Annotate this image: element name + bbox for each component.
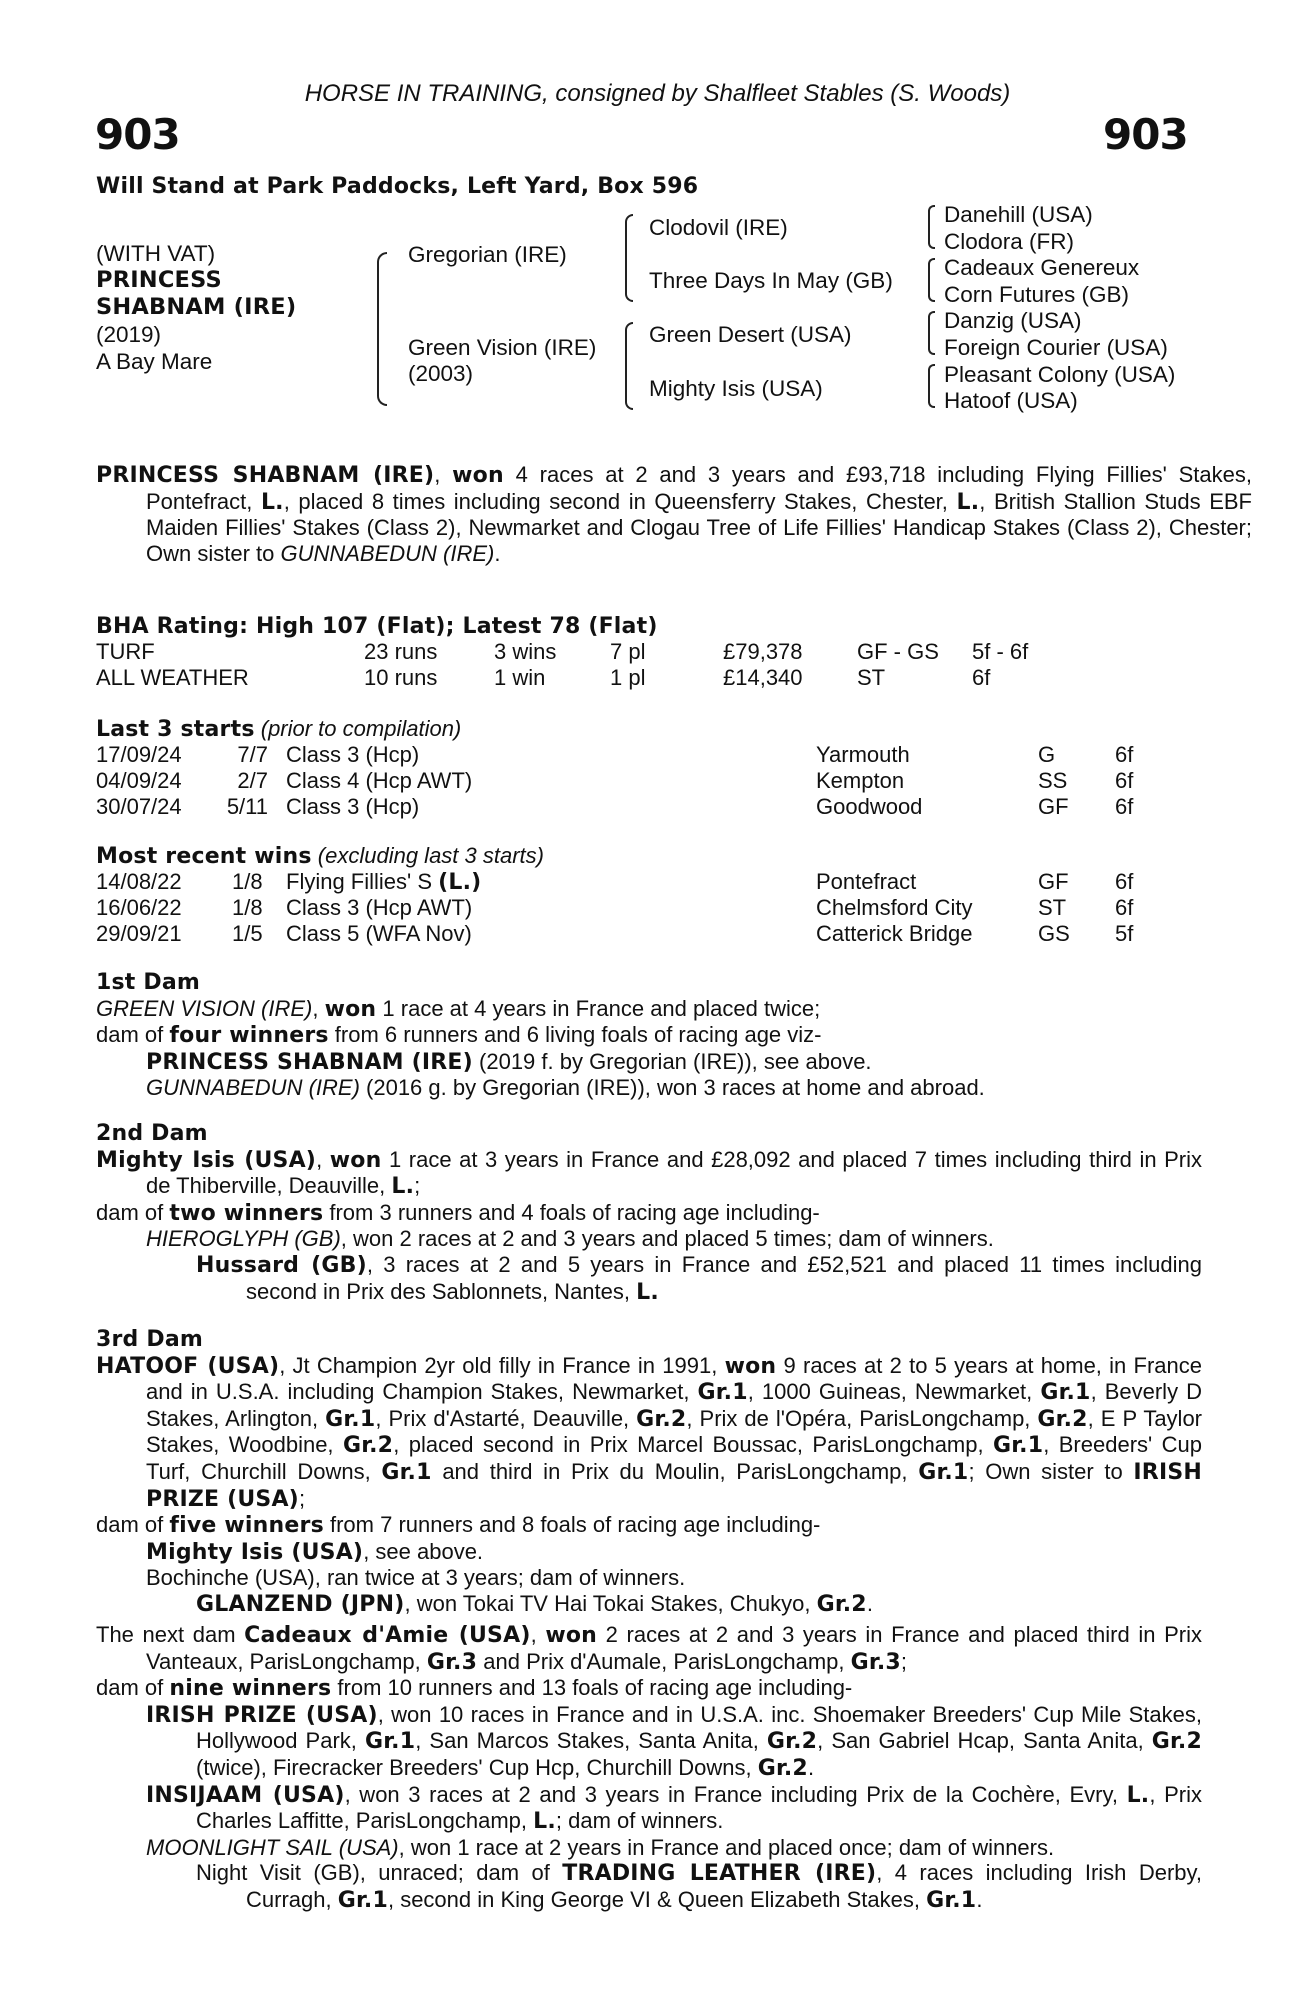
group-marker: Gr.2 <box>757 1755 808 1781</box>
pedigree-brace-dam <box>625 322 633 410</box>
group-marker: Gr.1 <box>325 1406 376 1432</box>
next-dam-section <box>96 1622 1202 1914</box>
listed-marker: L. <box>1126 1782 1150 1808</box>
group-marker: Gr.2 <box>816 1591 867 1617</box>
pedigree-brace-g3-1 <box>928 205 935 249</box>
group-marker: Gr.1 <box>926 1887 977 1913</box>
start-going: G <box>1038 742 1056 767</box>
progeny-text: . <box>976 1886 983 1912</box>
progeny-text: (2019 f. by Gregorian (IRE)), see above. <box>472 1048 872 1074</box>
dam-of-text: dam of <box>96 1512 170 1538</box>
pedigree-sire-sire: Clodovil (IRE) <box>649 215 788 240</box>
progeny-text: , won Tokai TV Hai Tokai Stakes, Chukyo, <box>404 1590 817 1616</box>
dam-name: Cadeaux d'Amie (USA) <box>244 1623 531 1648</box>
rating-distance: 5f - 6f <box>972 639 1029 664</box>
next-dam-text: 2 races at 2 and 3 years in France and placed third in Prix Vanteaux, ParisLongchamp, <box>146 1622 1202 1674</box>
vat-note: (WITH VAT) <box>96 241 216 266</box>
start-race: Class 3 (Hcp) <box>286 794 420 819</box>
rating-placed: 7 pl <box>610 639 646 664</box>
start-going: GF <box>1038 794 1069 819</box>
section-note: (prior to compilation) <box>254 716 462 741</box>
dam-record: , placed second in Prix Marcel Boussac, ParisLongchamp, <box>393 1432 993 1458</box>
progeny-name: TRADING LEATHER (IRE) <box>562 1861 877 1887</box>
group-marker: Gr.2 <box>1037 1406 1088 1432</box>
pedigree-brace-g3-3 <box>928 311 935 355</box>
next-dam-text: and Prix d'Aumale, ParisLongchamp, <box>477 1648 851 1674</box>
winners-count: five winners <box>169 1513 324 1539</box>
progeny-name: Hussard (GB) <box>196 1252 367 1278</box>
progeny-name: Mighty Isis (USA) <box>146 1539 364 1565</box>
horse-name-line2: SHABNAM (IRE) <box>96 294 297 320</box>
progeny-text: , second in King George VI & Queen Elizabeth Stakes, <box>387 1886 927 1912</box>
win-position: 1/8 <box>232 895 263 920</box>
dam-record: , Prix de l'Opéra, ParisLongchamp, <box>686 1405 1038 1431</box>
dam-of-text: from 6 runners and 6 living foals of racing age viz- <box>328 1022 822 1048</box>
dam-record: , Prix d'Astarté, Deauville, <box>375 1405 637 1431</box>
dam-record: ; <box>414 1173 421 1199</box>
win-position: 1/8 <box>232 869 263 894</box>
summary-sister-name: GUNNABEDUN (IRE) <box>280 540 495 566</box>
group-marker: Gr.1 <box>381 1459 432 1485</box>
progeny-text: (twice), Firecracker Breeders' Cup Hcp, Churchill Downs, <box>196 1754 758 1780</box>
lot-number-right: 903 <box>1103 110 1188 159</box>
won-label: won <box>545 1623 598 1648</box>
pedigree-sire: Gregorian (IRE) <box>408 242 567 267</box>
listed-marker: L. <box>533 1809 556 1835</box>
dam-record: 1 race at 3 years in France and £28,092 and placed 7 times including third in Prix de Thiberville, Deauville, <box>146 1146 1202 1199</box>
win-distance: 5f <box>1115 921 1134 946</box>
group-marker: Gr.1 <box>337 1887 388 1913</box>
progeny-text: (2016 g. by Gregorian (IRE)), won 3 races at home and abroad. <box>359 1075 985 1101</box>
progeny-name: HIEROGLYPH (GB) <box>146 1226 341 1252</box>
progeny-text: , won 3 races at 2 and 3 years in France including Prix de la Cochère, Evry, <box>344 1781 1127 1807</box>
progeny-name: IRISH PRIZE (USA) <box>146 1702 378 1728</box>
dam-name: GREEN VISION (IRE) <box>96 995 313 1021</box>
group-marker: Gr.2 <box>636 1406 687 1432</box>
race-summary <box>96 462 1252 566</box>
section-note: (excluding last 3 starts) <box>311 843 544 868</box>
progeny-name: PRINCESS SHABNAM (IRE) <box>146 1049 473 1075</box>
third-dam-section <box>96 1327 1202 1618</box>
horse-identity <box>96 240 296 375</box>
summary-text: . <box>494 540 501 566</box>
start-date: 30/07/24 <box>96 794 182 819</box>
listed-marker: L. <box>260 489 284 515</box>
horse-year: (2019) <box>96 322 162 347</box>
pedigree-dam-year: (2003) <box>408 361 474 386</box>
summary-text: , British Stallion Studs EBF Maiden Fillies' Stakes (Class 2), Newmarket and Clogau Tree of Life Fillies' Handicap Stakes (Class 2), Chester; Own sister to <box>146 488 1252 566</box>
dam-record: 1 race at 4 years in France and placed twice; <box>376 995 821 1021</box>
sister-name: IRISH PRIZE (USA) <box>146 1459 1202 1512</box>
group-marker: Gr.1 <box>697 1380 748 1406</box>
dam-record: , Beverly D Stakes, Arlington, <box>146 1379 1202 1431</box>
group-marker: Gr.1 <box>993 1433 1044 1459</box>
group-marker: Gr.3 <box>426 1649 478 1675</box>
group-marker: Gr.1 <box>364 1729 416 1755</box>
rating-surface: ALL WEATHER <box>96 665 249 690</box>
dam-of-text: from 10 runners and 13 foals of racing age including- <box>331 1675 853 1701</box>
pedigree-gen3-2: Clodora (FR) <box>944 228 1075 254</box>
group-marker: Gr.2 <box>1151 1729 1202 1755</box>
dam-of-text: from 3 runners and 4 foals of racing age including- <box>323 1199 820 1225</box>
progeny-text: , see above. <box>363 1538 484 1564</box>
progeny-name: MOONLIGHT SAIL (USA) <box>146 1834 399 1860</box>
won-label: won <box>329 1147 382 1173</box>
horse-description: A Bay Mare <box>96 349 213 374</box>
start-course: Goodwood <box>816 794 923 819</box>
pedigree-dam-dam: Mighty Isis (USA) <box>649 376 823 401</box>
win-race: Flying Fillies' S <box>286 869 439 894</box>
stabling-location: Will Stand at Park Paddocks, Left Yard, Box 596 <box>96 174 699 199</box>
dam-record: , 1000 Guineas, Newmarket, <box>747 1379 1041 1405</box>
start-race: Class 4 (Hcp AWT) <box>286 768 473 793</box>
winners-count: four winners <box>169 1023 329 1049</box>
pedigree-gen3-7: Pleasant Colony (USA) <box>944 361 1176 387</box>
win-date: 16/06/22 <box>96 895 182 920</box>
dam-record: , Jt Champion 2yr old filly in France in 1991, <box>279 1352 725 1378</box>
progeny-name: INSIJAAM (USA) <box>146 1782 345 1808</box>
rating-wins: 1 win <box>494 665 546 690</box>
won-label: won <box>724 1353 777 1379</box>
dam-record: ; Own sister to <box>968 1458 1134 1484</box>
recent-wins-title <box>96 843 544 870</box>
rating-going: GF - GS <box>857 639 939 664</box>
pedigree-gen3-3: Cadeaux Genereux <box>944 255 1140 281</box>
start-distance: 6f <box>1115 742 1134 767</box>
rating-going: ST <box>857 665 886 690</box>
page-subtitle: HORSE IN TRAINING, consigned by Shalfleet Stables (S. Woods) <box>304 80 1011 107</box>
listed-marker: L. <box>956 489 980 515</box>
section-heading: 1st Dam <box>96 970 201 995</box>
winners-count: two winners <box>169 1200 324 1226</box>
summary-comma: , <box>434 462 453 487</box>
pedigree-gen3-8: Hatoof (USA) <box>944 388 1078 414</box>
progeny-text: , San Marcos Stakes, Santa Anita, <box>415 1728 767 1754</box>
pedigree-dam <box>408 335 596 387</box>
rating-distance: 6f <box>972 665 991 690</box>
progeny-text: . <box>866 1590 873 1616</box>
summary-won: won <box>452 463 504 488</box>
rating-placed: 1 pl <box>610 665 646 690</box>
progeny-text: Bochinche (USA), ran twice at 3 years; dam of winners. <box>146 1565 686 1591</box>
progeny-text: , San Gabriel Hcap, Santa Anita, <box>817 1728 1152 1754</box>
pedigree-gen3-6: Foreign Courier (USA) <box>944 334 1168 360</box>
win-date: 14/08/22 <box>96 869 182 894</box>
won-label: won <box>324 996 377 1022</box>
pedigree-brace-g3-4 <box>928 364 935 408</box>
win-course: Pontefract <box>816 869 917 894</box>
pedigree-gen3-1: Danehill (USA) <box>944 202 1093 227</box>
start-distance: 6f <box>1115 794 1134 819</box>
dam-record: , E P Taylor Stakes, Woodbine, <box>146 1405 1203 1458</box>
progeny-name: GLANZEND (JPN) <box>196 1591 405 1617</box>
start-course: Yarmouth <box>816 742 910 767</box>
dam-of-text: dam of <box>96 1199 170 1225</box>
progeny-text: . <box>807 1754 815 1780</box>
win-course: Chelmsford City <box>816 895 973 920</box>
next-dam-text: The next dam <box>96 1622 245 1647</box>
progeny-text: , won 10 races in France and in U.S.A. inc. Shoemaker Breeders' Cup Mile Stakes, Hollywood Park, <box>196 1701 1202 1754</box>
section-heading: Last 3 starts <box>96 717 255 742</box>
pedigree-gen3-4: Corn Futures (GB) <box>944 281 1130 307</box>
dam-name: Mighty Isis (USA) <box>96 1147 317 1173</box>
dam-name: HATOOF (USA) <box>96 1353 280 1379</box>
next-dam-text: , <box>530 1622 546 1647</box>
pedigree-dam-name: Green Vision (IRE) <box>408 335 597 360</box>
start-race: Class 3 (Hcp) <box>286 742 420 767</box>
group-marker: Gr.1 <box>1040 1380 1091 1406</box>
start-going: SS <box>1038 768 1068 793</box>
section-heading: 3rd Dam <box>96 1327 203 1352</box>
section-heading: Most recent wins <box>96 844 312 869</box>
summary-text: 4 races at 2 and 3 years and £93,718 including Flying Fillies' Stakes, Pontefract, <box>146 462 1252 514</box>
pedigree-brace-g3-2 <box>928 258 935 302</box>
next-dam-text: ; <box>900 1648 908 1674</box>
rating-runs: 10 runs <box>364 665 438 690</box>
progeny-text: , won 2 races at 2 and 3 years and placed 5 times; dam of winners. <box>340 1226 994 1252</box>
group-marker: Gr.2 <box>342 1433 394 1459</box>
start-position: 5/11 <box>226 794 268 819</box>
listed-marker: L. <box>636 1279 659 1305</box>
dam-of-text: dam of <box>96 1022 170 1048</box>
progeny-text: , Prix Charles Laffitte, ParisLongchamp, <box>196 1781 1202 1834</box>
win-position: 1/5 <box>232 921 263 946</box>
win-going: GF <box>1038 869 1069 894</box>
progeny-text: , won 1 race at 2 years in France and placed once; dam of winners. <box>398 1834 1055 1860</box>
win-race: Class 3 (Hcp AWT) <box>286 895 473 920</box>
dam-record: ; <box>298 1485 306 1511</box>
group-marker: Gr.3 <box>850 1649 901 1675</box>
win-course: Catterick Bridge <box>816 921 973 946</box>
group-marker: Gr.2 <box>766 1729 818 1755</box>
horse-name-line1: PRINCESS <box>96 267 222 293</box>
progeny-text: , 3 races at 2 and 5 years in France and £52,521 and placed 11 times including second in Prix des Sablonnets, Nantes, <box>246 1251 1203 1304</box>
bha-rating-title: BHA Rating: High 107 (Flat); Latest 78 (Flat) <box>96 614 658 639</box>
dam-of-text: dam of <box>96 1675 170 1701</box>
group-marker: Gr.1 <box>918 1459 969 1485</box>
second-dam-section: 2nd Dam Mighty Isis (USA), won 1 race at 3 years in France and £28,092 and placed 7 times including third in Prix de Thiberville, Deauville, L.; dam of two winners from 3 runners and 4 foals of racing age including- HIEROGLYPH (GB), won 2 races at 2 and 3 years and placed 5 times; dam of winners. Hussard (GB), 3 races at 2 and 5 years in France and £52,521 and placed 11 times including second in Prix des Sablonnets, Nantes, L. <box>96 1121 1203 1305</box>
dam-record: 9 races at 2 to 5 years at home, in France and in U.S.A. including Champion Stakes, Newmarket, <box>146 1352 1202 1405</box>
summary-horse-name: PRINCESS SHABNAM (IRE) <box>96 463 435 488</box>
pedigree-sire-dam: Three Days In May (GB) <box>649 268 893 293</box>
progeny-text: , 4 races including Irish Derby, Curragh, <box>246 1860 1202 1912</box>
win-date: 29/09/21 <box>96 921 182 946</box>
start-distance: 6f <box>1115 768 1134 793</box>
win-distance: 6f <box>1115 869 1134 894</box>
pedigree-gen3-5: Danzig (USA) <box>944 308 1082 334</box>
rating-prize: £79,378 <box>723 639 803 664</box>
pedigree-brace-main <box>377 252 387 406</box>
rating-prize: £14,340 <box>723 665 803 690</box>
progeny-name: GUNNABEDUN (IRE) <box>146 1075 360 1101</box>
pedigree-dam-sire: Green Desert (USA) <box>649 322 852 347</box>
listed-marker: (L.) <box>438 870 482 895</box>
progeny-text: Night Visit (GB), unraced; dam of <box>196 1860 563 1886</box>
pedigree-gen3 <box>944 202 1175 415</box>
start-position: 2/7 <box>237 768 268 793</box>
start-course: Kempton <box>816 768 905 793</box>
first-dam-section: 1st Dam GREEN VISION (IRE), won 1 race at 4 years in France and placed twice; dam of four winners from 6 runners and 6 living foals of racing age viz- PRINCESS SHABNAM (IRE) (2019 f. by Gregorian (IRE)), see above. GUNNABEDUN (IRE) (2016 g. by Gregorian (IRE)), won 3 races at home and abroad. <box>96 970 1202 1101</box>
lot-number-left: 903 <box>95 110 180 159</box>
dam-record: , Breeders' Cup Turf, Churchill Downs, <box>146 1432 1202 1484</box>
win-distance: 6f <box>1115 895 1134 920</box>
progeny-text: ; dam of winners. <box>555 1808 724 1834</box>
rating-runs: 23 runs <box>364 639 438 664</box>
winners-count: nine winners <box>169 1676 332 1702</box>
dam-record: and third in Prix du Moulin, ParisLongchamp, <box>431 1458 919 1484</box>
rating-wins: 3 wins <box>494 639 557 664</box>
start-position: 7/7 <box>237 742 268 767</box>
start-date: 04/09/24 <box>96 768 182 793</box>
win-going: GS <box>1038 921 1070 946</box>
listed-marker: L. <box>391 1174 415 1200</box>
dam-of-text: from 7 runners and 8 foals of racing age including- <box>323 1512 821 1538</box>
win-going: ST <box>1038 895 1067 920</box>
start-date: 17/09/24 <box>96 742 182 767</box>
summary-text: , placed 8 times including second in Queensferry Stakes, Chester, <box>283 488 957 514</box>
last-starts-title <box>96 716 461 743</box>
pedigree-brace-sire <box>625 214 633 302</box>
win-race: Class 5 (WFA Nov) <box>286 921 472 946</box>
rating-surface: TURF <box>96 639 155 664</box>
section-heading: 2nd Dam <box>96 1121 208 1146</box>
